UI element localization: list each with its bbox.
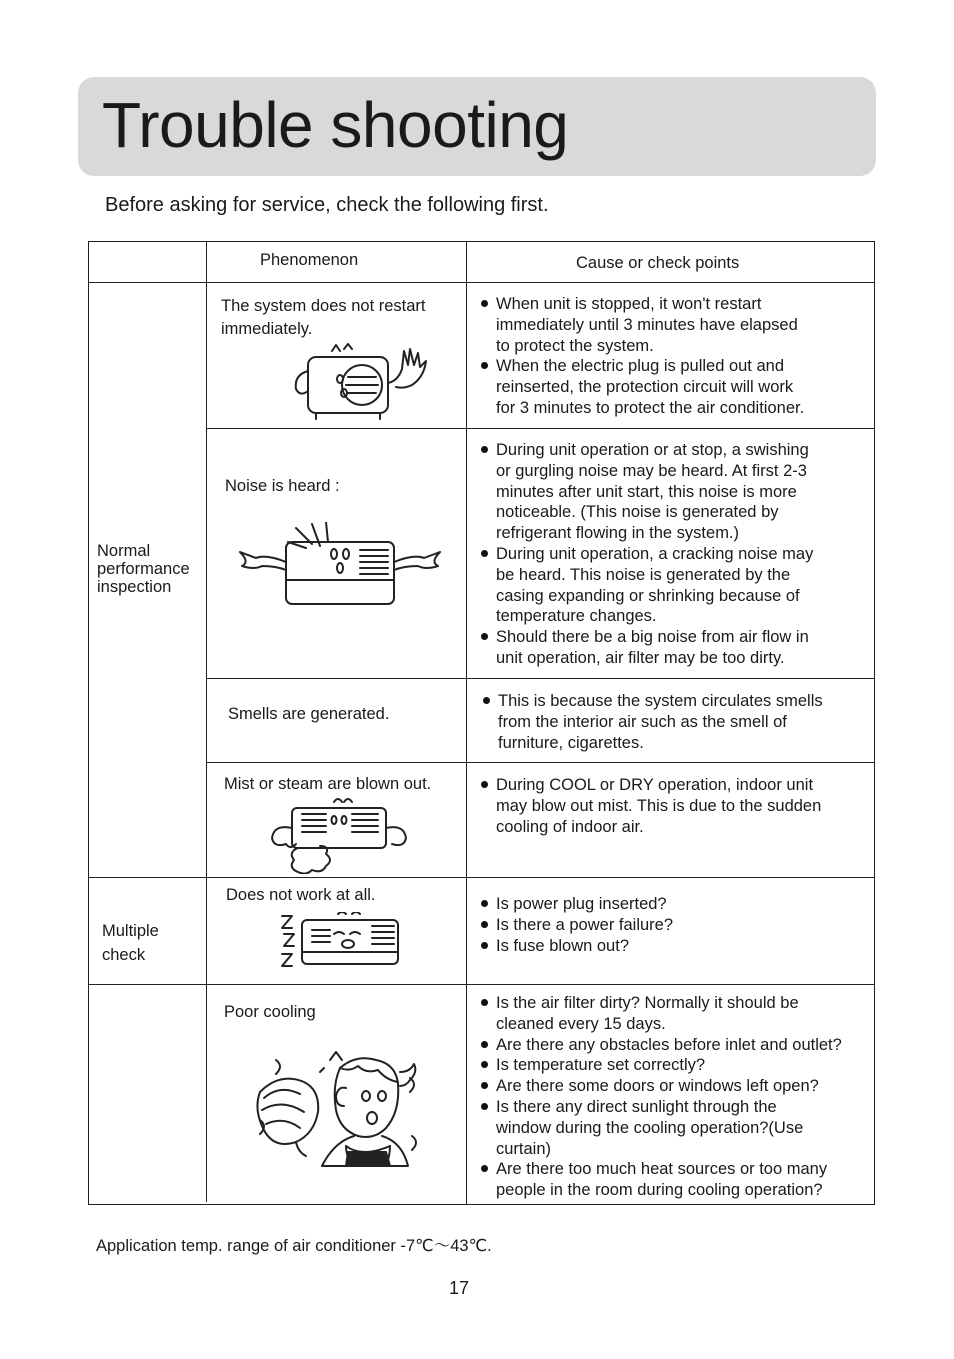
steaming-unit-icon — [268, 798, 412, 874]
list-item: When unit is stopped, it won't restart immediately until 3 minutes have elapsed to protect the system. — [481, 294, 804, 356]
header-cause: Cause or check points — [576, 254, 740, 272]
application-temp-note: Application temp. range of air conditioner -7℃～43℃. — [96, 1237, 492, 1255]
list-item: During COOL or DRY operation, indoor unit may blow out mist. This is due to the sudden cooling of indoor air. — [481, 775, 821, 837]
row-divider — [207, 762, 875, 763]
list-item: Is the air filter dirty? Normally it should be cleaned every 15 days. — [481, 993, 842, 1035]
list-item: Is temperature set correctly? — [481, 1055, 842, 1076]
list-item: Are there too much heat sources or too many people in the room during cooling operation? — [481, 1159, 842, 1201]
list-item: Are there some doors or windows left open? — [481, 1076, 842, 1097]
list-item: Is there any direct sunlight through the window during the cooling operation?(Use curtain) — [481, 1097, 842, 1159]
causes-noise — [481, 440, 813, 669]
group-multiple-label: Multiple check — [102, 922, 159, 964]
phenomenon-not-work: Does not work at all. — [226, 886, 376, 904]
list-item: Should there be a big noise from air flow in unit operation, air filter may be too dirty. — [481, 627, 813, 669]
causes-not-work — [481, 894, 673, 956]
phenomenon-mist: Mist or steam are blown out. — [224, 775, 432, 793]
causes-poor-cooling — [481, 993, 842, 1201]
list-item: During unit operation, a cracking noise may be heard. This noise is generated by the casing expanding or shrinking because of temperature changes. — [481, 544, 813, 627]
sleeping-unit-icon — [276, 912, 402, 972]
row-divider — [207, 428, 875, 429]
phenomenon-noise: Noise is heard : — [225, 477, 340, 495]
list-item: When the electric plug is pulled out and reinserted, the protection circuit will work for 3 minutes to protect the air conditioner. — [481, 356, 804, 418]
unit-waving-icon — [288, 343, 438, 423]
table-border-right — [874, 241, 875, 1204]
phenomenon-poor-cooling: Poor cooling — [224, 1003, 316, 1021]
causes-no-restart — [481, 294, 804, 419]
list-item: Is there a power failure? — [481, 915, 673, 936]
header-phenomenon: Phenomenon — [260, 251, 359, 269]
intro-text: Before asking for service, check the following first. — [105, 194, 549, 216]
table-border-bottom — [88, 1204, 875, 1205]
column-divider — [466, 241, 467, 1204]
column-divider — [206, 241, 207, 1202]
phenomenon-smells: Smells are generated. — [228, 705, 390, 723]
list-item: Is power plug inserted? — [481, 894, 673, 915]
hot-person-with-fan-icon — [250, 1050, 422, 1172]
causes-mist — [481, 775, 821, 837]
phenomenon-no-restart: The system does not restart immediately. — [221, 297, 426, 338]
list-item: During unit operation or at stop, a swishing or gurgling noise may be heard. At first 2-3 minutes after unit start, this noise is more noticeable. (This noise is generated by refrigerant flowing in the system.) — [481, 440, 813, 544]
causes-smells — [483, 691, 823, 753]
group-normal-label: Normal performance inspection — [97, 542, 190, 596]
noisy-unit-icon — [234, 522, 446, 608]
row-divider — [207, 678, 875, 679]
page-title: Trouble shooting — [102, 89, 569, 161]
list-item: This is because the system circulates smells from the interior air such as the smell of furniture, cigarettes. — [483, 691, 823, 753]
table-border-left — [88, 241, 89, 1204]
list-item: Are there any obstacles before inlet and outlet? — [481, 1035, 842, 1056]
list-item: Is fuse blown out? — [481, 936, 673, 957]
page-number: 17 — [449, 1278, 470, 1298]
